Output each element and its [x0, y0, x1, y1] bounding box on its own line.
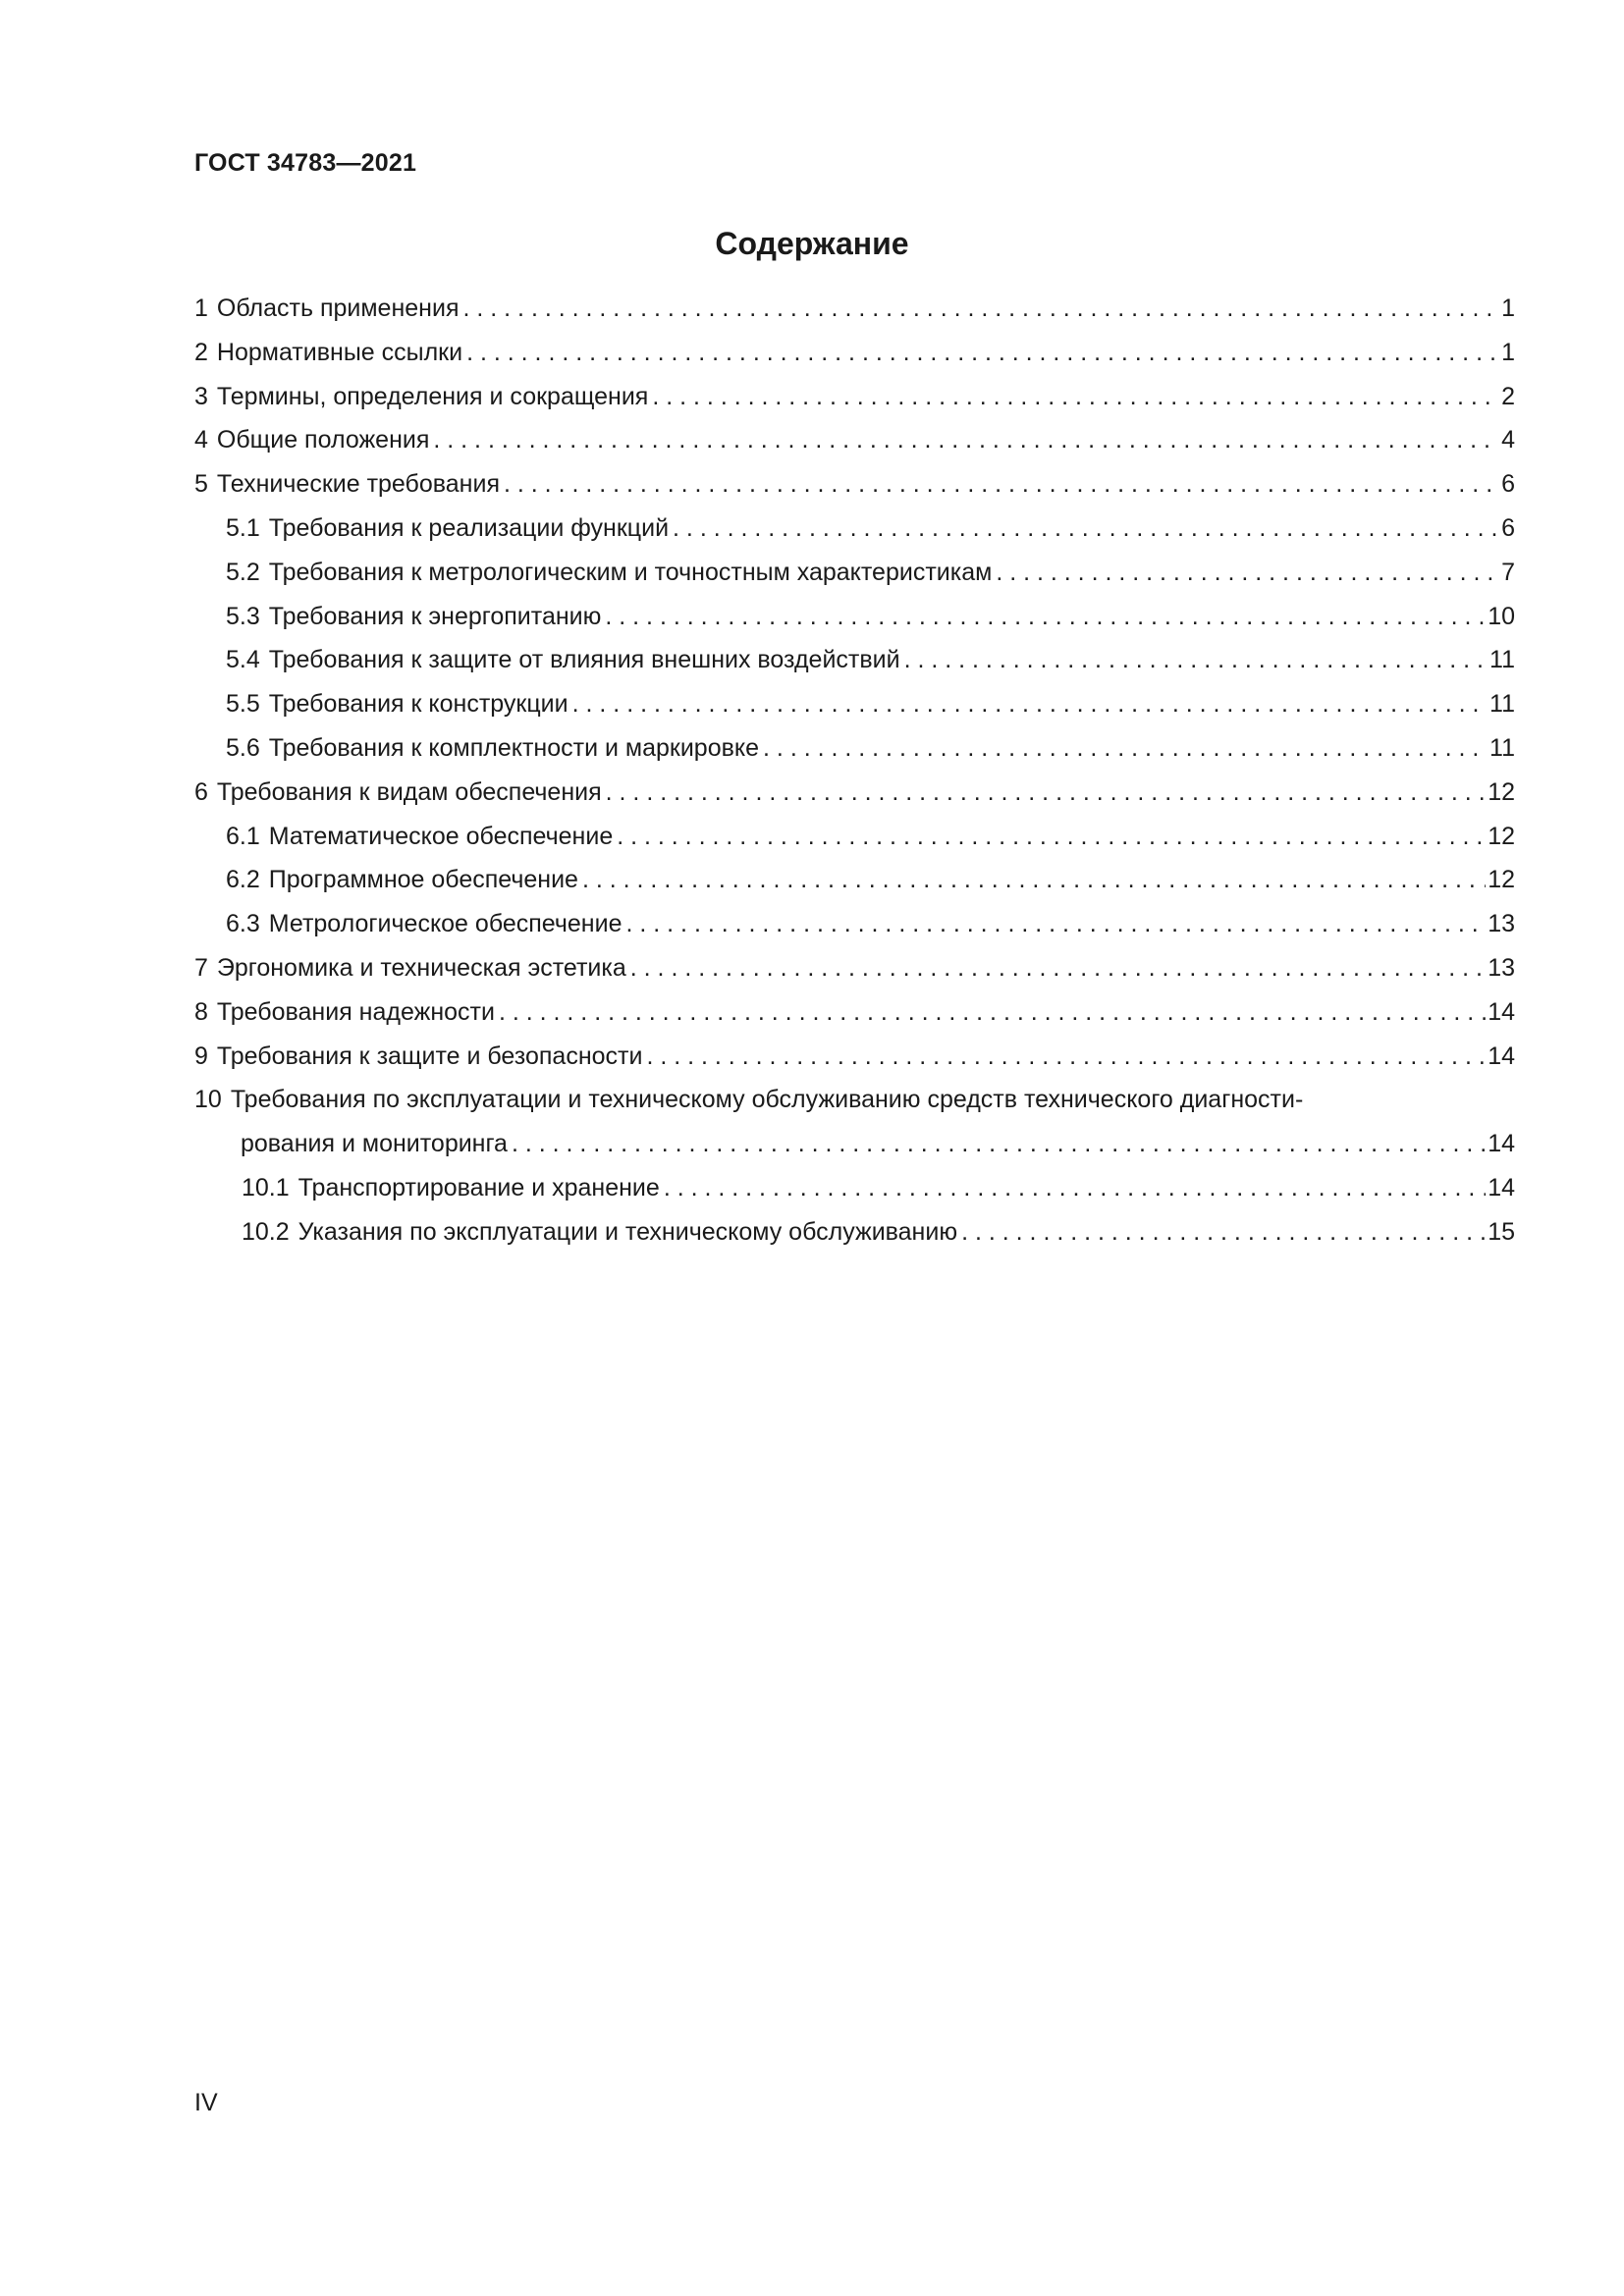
- toc-entry-number: 7: [194, 953, 208, 982]
- toc-entry[interactable]: [194, 1042, 1515, 1087]
- toc-entry-number: 3: [194, 382, 208, 410]
- toc-entry[interactable]: [194, 954, 1515, 998]
- toc-entry-number: 5.1: [226, 513, 260, 542]
- toc-entry[interactable]: [194, 383, 1515, 427]
- toc-entry-title: Требования к видам обеспечения: [216, 777, 602, 806]
- toc-entry-number: 8: [194, 997, 208, 1026]
- toc-dot-leader: [512, 1130, 1486, 1158]
- toc-entry-multiline-continuation[interactable]: [194, 1130, 1515, 1174]
- toc-entry-title: Эргономика и техническая эстетика: [216, 953, 626, 982]
- toc-entry-page: 10: [1488, 602, 1515, 630]
- toc-entry-title-continuation: рования и мониторинга: [241, 1130, 508, 1158]
- toc-entry-page: 14: [1488, 1130, 1515, 1158]
- toc-entry-page: 15: [1488, 1217, 1515, 1246]
- toc-dot-leader: [499, 998, 1486, 1027]
- toc-entry-page: 13: [1488, 953, 1515, 982]
- toc-subentry[interactable]: [194, 603, 1515, 647]
- toc-entry-page: 14: [1488, 1173, 1515, 1201]
- table-of-contents: [194, 294, 1515, 1262]
- toc-dot-leader: [617, 823, 1486, 851]
- page-number: IV: [194, 2089, 218, 2116]
- toc-entry[interactable]: [194, 294, 1515, 339]
- toc-entry-title: Нормативные ссылки: [216, 338, 463, 366]
- toc-entry-number: 6.2: [226, 866, 260, 894]
- toc-title: Содержание: [715, 226, 909, 261]
- toc-entry-title: Требования к энергопитанию: [268, 602, 602, 630]
- toc-subentry[interactable]: [194, 734, 1515, 778]
- toc-entry-title: Указания по эксплуатации и техническому обслуживанию: [298, 1217, 958, 1246]
- toc-dot-leader: [904, 646, 1488, 674]
- toc-entry-multiline-first[interactable]: [194, 1086, 1515, 1130]
- toc-dot-leader: [664, 1174, 1486, 1202]
- toc-subentry[interactable]: [194, 646, 1515, 690]
- toc-entry-number: 5.4: [226, 646, 260, 674]
- toc-dot-leader: [504, 470, 1499, 499]
- toc-entry[interactable]: [194, 470, 1515, 514]
- toc-dot-leader: [572, 690, 1488, 719]
- toc-entry-title: Требования к реализации функций: [268, 513, 670, 542]
- toc-dot-leader: [605, 603, 1486, 631]
- toc-entry-number: 5: [194, 470, 208, 499]
- toc-dot-leader: [646, 1042, 1486, 1071]
- toc-subentry[interactable]: [194, 866, 1515, 910]
- toc-entry-title: Транспортирование и хранение: [298, 1173, 660, 1201]
- toc-entry-title: Метрологическое обеспечение: [268, 910, 623, 938]
- toc-entry-page: 11: [1489, 733, 1515, 762]
- toc-dot-leader: [466, 339, 1499, 367]
- toc-subentry[interactable]: [194, 514, 1515, 559]
- toc-entry-number: 10.1: [242, 1173, 290, 1201]
- toc-entry-number: 6.3: [226, 910, 260, 938]
- toc-entry-page: 1: [1501, 294, 1515, 322]
- toc-entry-page: 12: [1488, 777, 1515, 806]
- toc-dot-leader: [996, 559, 1499, 587]
- toc-entry-number: 5.3: [226, 602, 260, 630]
- toc-entry-title: Требования к комплектности и маркировке: [268, 733, 760, 762]
- toc-subentry[interactable]: [194, 823, 1515, 867]
- toc-entry-page: 11: [1489, 690, 1515, 719]
- toc-dot-leader: [606, 778, 1487, 807]
- toc-subentry[interactable]: [194, 1174, 1515, 1218]
- toc-entry-page: 7: [1501, 558, 1515, 586]
- toc-entry-number: 5.5: [226, 690, 260, 719]
- toc-subentry[interactable]: [194, 1218, 1515, 1262]
- toc-entry[interactable]: [194, 339, 1515, 383]
- toc-entry-page: 6: [1501, 470, 1515, 499]
- toc-dot-leader: [625, 910, 1486, 938]
- toc-entry-page: 1: [1501, 338, 1515, 366]
- toc-dot-leader: [433, 426, 1499, 454]
- toc-subentry[interactable]: [194, 910, 1515, 954]
- toc-dot-leader: [462, 294, 1499, 323]
- toc-entry[interactable]: [194, 778, 1515, 823]
- toc-entry-page: 13: [1488, 910, 1515, 938]
- toc-entry-number: 4: [194, 426, 208, 454]
- toc-dot-leader: [652, 383, 1499, 411]
- toc-dot-leader: [582, 866, 1486, 894]
- toc-entry-number: 2: [194, 338, 208, 366]
- toc-entry-title: Требования по эксплуатации и техническому обслуживанию средств технического диагности-: [230, 1086, 1304, 1114]
- toc-entry-number: 10.2: [242, 1217, 290, 1246]
- toc-dot-leader: [763, 734, 1488, 763]
- toc-entry-page: 14: [1488, 1041, 1515, 1070]
- toc-entry-title: Технические требования: [216, 470, 500, 499]
- toc-entry-number: 5.2: [226, 558, 260, 586]
- toc-subentry[interactable]: [194, 559, 1515, 603]
- toc-subentry[interactable]: [194, 690, 1515, 734]
- toc-entry-title: Математическое обеспечение: [268, 822, 614, 850]
- toc-entry-page: 14: [1488, 997, 1515, 1026]
- toc-entry-page: 12: [1488, 822, 1515, 850]
- toc-entry-title: Требования к защите от влияния внешних воздействий: [268, 646, 900, 674]
- toc-entry-number: 5.6: [226, 733, 260, 762]
- toc-entry[interactable]: [194, 998, 1515, 1042]
- toc-entry-number: 6: [194, 777, 208, 806]
- toc-entry-number: 1: [194, 294, 208, 322]
- toc-entry-title: Требования надежности: [216, 997, 495, 1026]
- toc-dot-leader: [673, 514, 1499, 543]
- toc-entry-page: 11: [1489, 646, 1515, 674]
- toc-entry-number: 9: [194, 1041, 208, 1070]
- toc-entry-title: Требования к конструкции: [268, 690, 568, 719]
- toc-entry-title: Общие положения: [216, 426, 430, 454]
- toc-entry-page: 6: [1501, 513, 1515, 542]
- toc-entry-title: Область применения: [216, 294, 460, 322]
- toc-dot-leader: [630, 954, 1486, 983]
- toc-entry-title: Требования к защите и безопасности: [216, 1041, 643, 1070]
- document-code: ГОСТ 34783—2021: [194, 149, 417, 177]
- toc-entry[interactable]: [194, 426, 1515, 470]
- toc-entry-number: 10: [194, 1086, 222, 1114]
- toc-entry-title: Программное обеспечение: [268, 866, 578, 894]
- toc-dot-leader: [961, 1218, 1486, 1247]
- toc-entry-title: Требования к метрологическим и точностным характеристикам: [268, 558, 993, 586]
- toc-entry-number: 6.1: [226, 822, 260, 850]
- toc-entry-page: 4: [1501, 426, 1515, 454]
- toc-entry-title: Термины, определения и сокращения: [216, 382, 649, 410]
- toc-entry-page: 12: [1488, 866, 1515, 894]
- toc-entry-page: 2: [1501, 382, 1515, 410]
